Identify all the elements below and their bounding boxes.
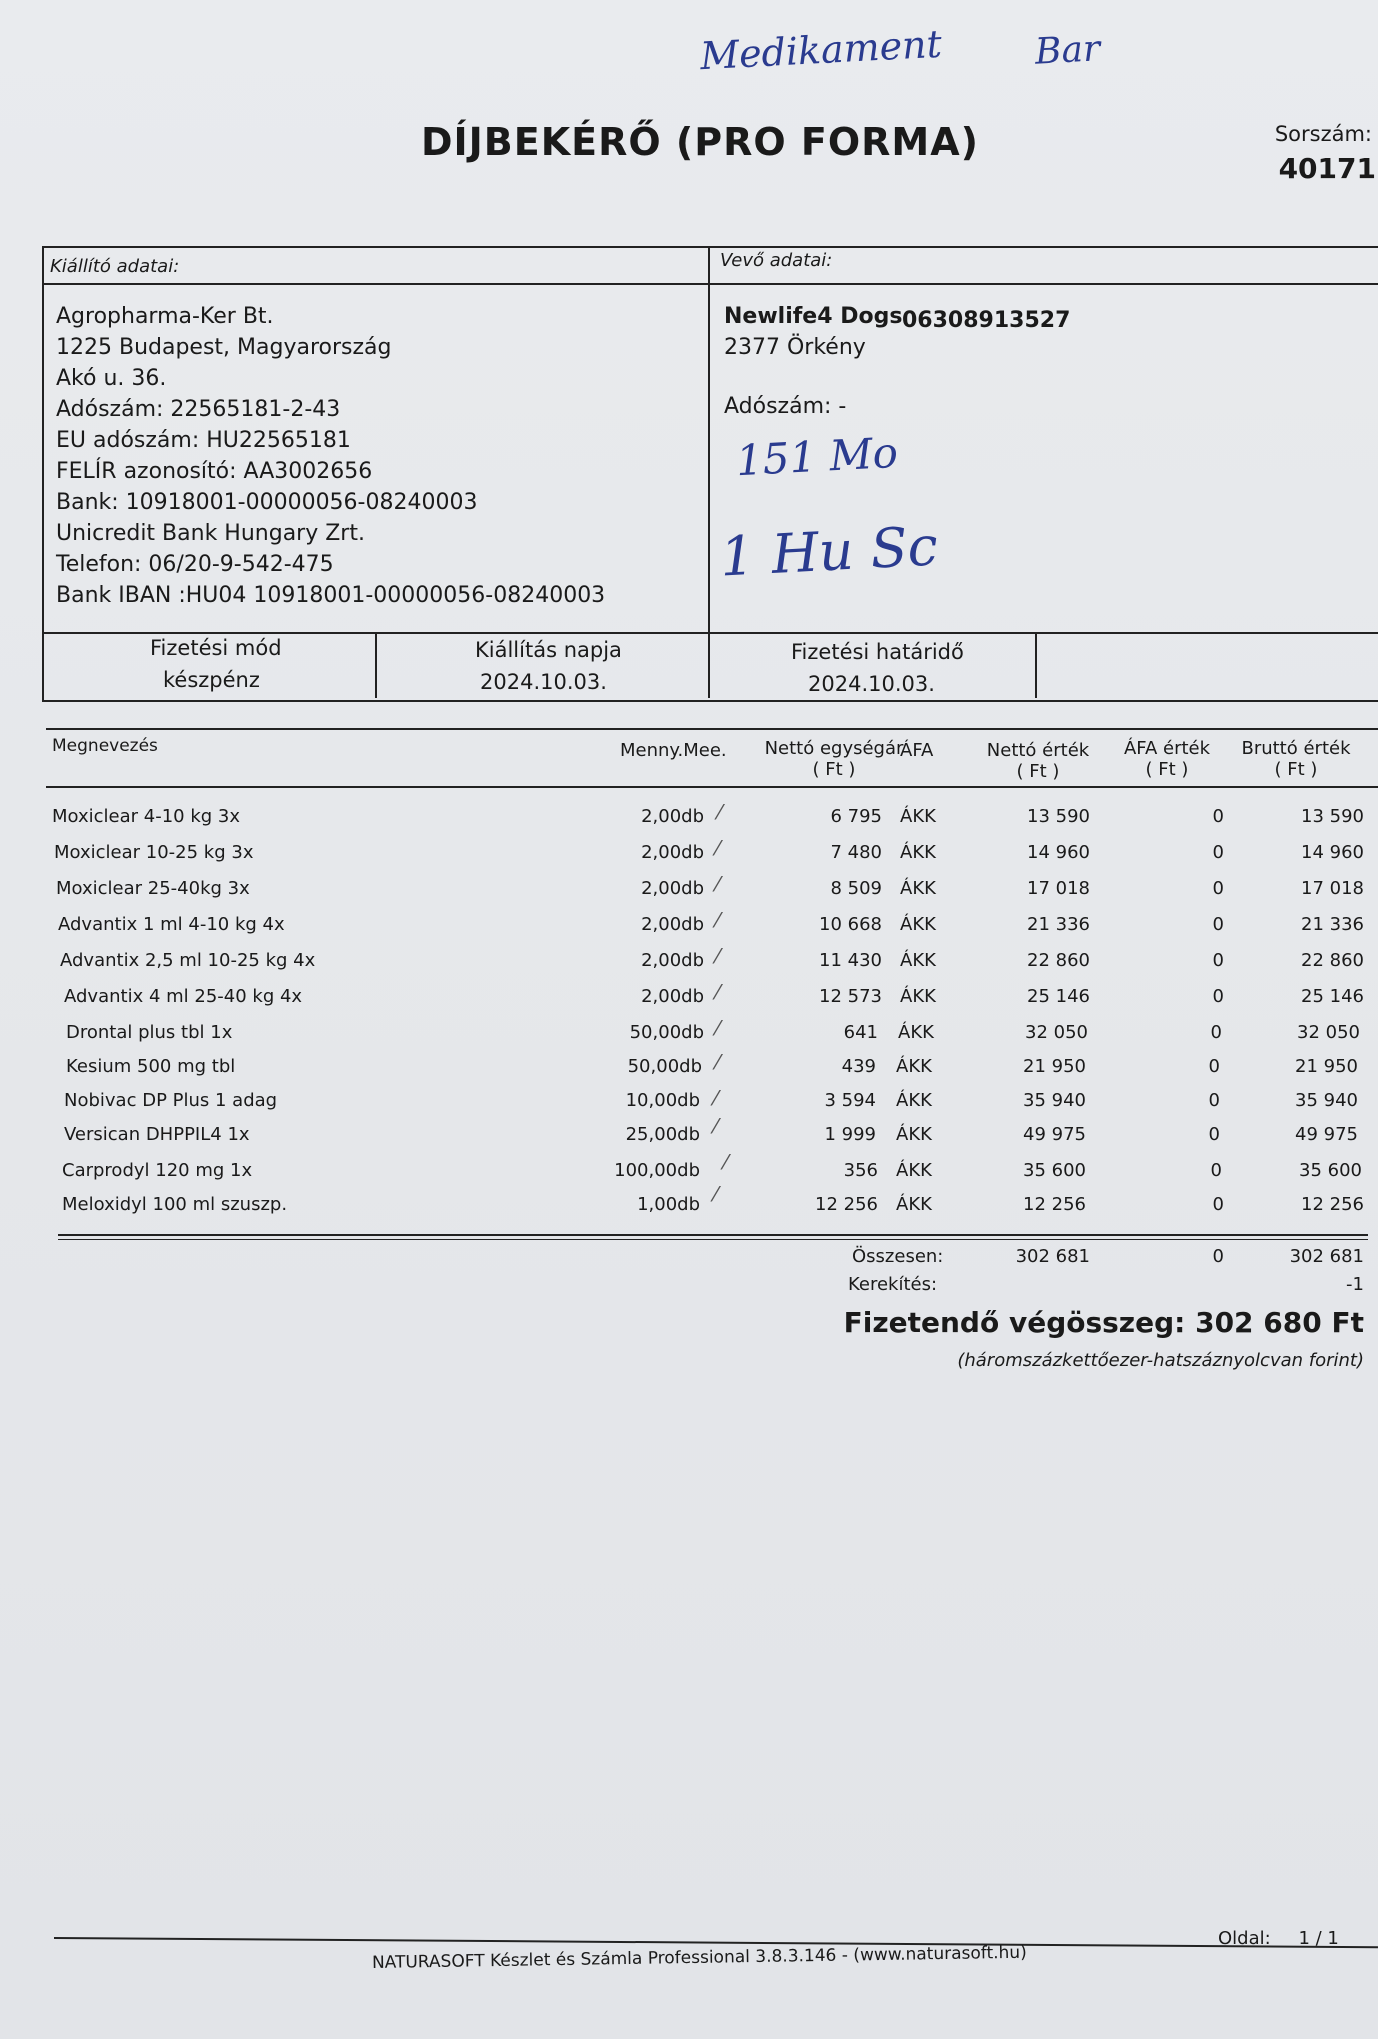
table-row (0, 1050, 1378, 1086)
item-name: Moxiclear 4-10 kg 3x (52, 806, 241, 827)
check-mark-icon: ⁄ (714, 1086, 718, 1110)
col-header-name: Megnevezés (52, 736, 158, 756)
item-name: Advantix 1 ml 4-10 kg 4x (58, 914, 285, 935)
table-row (0, 800, 1378, 836)
issue-date-label: Kiállítás napja (475, 638, 622, 662)
item-qty: 1,00db (637, 1194, 700, 1215)
item-vat: ÁKK (896, 1056, 932, 1077)
document-title: DÍJBEKÉRŐ (PRO FORMA) (420, 120, 980, 164)
table-row (0, 944, 1378, 980)
total-net: 302 681 (1015, 1246, 1090, 1267)
item-vat-value: 0 (1208, 1124, 1220, 1145)
serial-number: 40171 (1278, 152, 1376, 185)
item-net: 14 960 (1027, 842, 1090, 863)
item-net: 17 018 (1027, 878, 1090, 899)
item-gross: 22 860 (1301, 950, 1364, 971)
footer-rule (54, 1937, 1378, 1948)
check-mark-icon: ⁄ (716, 1016, 720, 1040)
check-mark-icon: ⁄ (716, 872, 720, 896)
item-unit-price: 11 430 (819, 950, 882, 971)
total-vat: 0 (1212, 1246, 1224, 1267)
issuer-street: Akó u. 36. (56, 366, 167, 391)
col-header-net (968, 740, 1108, 782)
item-qty: 100,00db (614, 1160, 700, 1181)
item-qty: 50,00db (627, 1056, 702, 1077)
item-vat-value: 0 (1212, 878, 1224, 899)
table-row (0, 1150, 1378, 1190)
buyer-tax-id: Adószám: - (724, 394, 847, 419)
buyer-handwritten-1: 151 Mo (734, 427, 899, 486)
issuer-name: Agropharma-Ker Bt. (56, 304, 274, 329)
item-vat-value: 0 (1210, 1022, 1222, 1043)
item-name: Carprodyl 120 mg 1x (62, 1160, 253, 1181)
item-name: Drontal plus tbl 1x (66, 1022, 233, 1043)
item-vat-value: 0 (1212, 986, 1224, 1007)
table-row (0, 1182, 1378, 1224)
item-vat: ÁKK (900, 842, 936, 863)
due-date-label: Fizetési határidő (791, 640, 964, 664)
item-vat-value: 0 (1212, 914, 1224, 935)
item-gross: 35 600 (1299, 1160, 1362, 1181)
item-unit-price: 8 509 (830, 878, 882, 899)
check-mark-icon: ⁄ (724, 1150, 728, 1174)
check-mark-icon: ⁄ (716, 944, 720, 968)
table-row (0, 836, 1378, 872)
item-net: 35 940 (1023, 1090, 1086, 1111)
item-name: Kesium 500 mg tbl (66, 1056, 236, 1077)
issuer-felir-id: FELÍR azonosító: AA3002656 (56, 459, 373, 484)
item-gross: 14 960 (1301, 842, 1364, 863)
item-unit-price: 10 668 (819, 914, 882, 935)
item-vat-value: 0 (1208, 1090, 1220, 1111)
item-name: Versican DHPPIL4 1x (64, 1124, 250, 1145)
item-vat-value: 0 (1208, 1056, 1220, 1077)
payment-method-value: készpénz (163, 668, 260, 692)
item-net: 35 600 (1023, 1160, 1086, 1181)
item-unit-price: 12 573 (819, 986, 882, 1007)
item-vat: ÁKK (900, 806, 936, 827)
item-qty: 2,00db (641, 842, 704, 863)
total-label: Összesen: (852, 1246, 944, 1267)
item-gross: 21 336 (1301, 914, 1364, 935)
item-unit-price: 1 999 (824, 1124, 876, 1145)
issuer-address: 1225 Budapest, Magyarország (56, 335, 392, 360)
item-name: Meloxidyl 100 ml szuszp. (62, 1194, 288, 1215)
item-vat: ÁKK (896, 1194, 932, 1215)
item-vat: ÁKK (900, 986, 936, 1007)
item-name: Moxiclear 10-25 kg 3x (54, 842, 254, 863)
item-name: Advantix 4 ml 25-40 kg 4x (64, 986, 303, 1007)
item-unit-price: 7 480 (830, 842, 882, 863)
buyer-name: Newlife4 Dogs (724, 304, 903, 329)
col-header-net-label: Nettó érték (986, 740, 1090, 761)
item-net: 49 975 (1023, 1124, 1086, 1145)
item-vat-value: 0 (1212, 842, 1224, 863)
col-header-vat-value-unit: ( Ft ) (1145, 759, 1189, 780)
item-vat: ÁKK (896, 1090, 932, 1111)
amount-in-words: (háromszázkettőezer-hatszáznyolcvan forint) (957, 1350, 1364, 1371)
divider (708, 246, 710, 698)
item-vat: ÁKK (896, 1124, 932, 1145)
buyer-handwritten-2: 1 Hu Sc (718, 514, 940, 589)
rounding-row (0, 1274, 1378, 1304)
col-header-gross-unit: ( Ft ) (1274, 759, 1318, 780)
handwritten-note-2: Bar (1033, 28, 1102, 73)
item-vat: ÁKK (896, 1160, 932, 1181)
item-name: Moxiclear 25-40kg 3x (56, 878, 250, 899)
item-vat-value: 0 (1210, 1160, 1222, 1181)
totals-rule-2 (58, 1239, 1368, 1240)
table-row (0, 1114, 1378, 1154)
item-gross: 21 950 (1295, 1056, 1358, 1077)
col-header-gross (1234, 738, 1358, 780)
item-unit-price: 3 594 (824, 1090, 876, 1111)
divider (1035, 632, 1037, 698)
item-net: 13 590 (1027, 806, 1090, 827)
check-mark-icon: ⁄ (716, 908, 720, 932)
item-unit-price: 12 256 (815, 1194, 878, 1215)
table-row (0, 872, 1378, 908)
item-qty: 50,00db (629, 1022, 704, 1043)
item-qty: 2,00db (641, 878, 704, 899)
check-mark-icon: ⁄ (718, 800, 722, 824)
buyer-address: 2377 Örkény (724, 335, 866, 360)
item-name: Nobivac DP Plus 1 adag (64, 1090, 278, 1111)
item-net: 22 860 (1027, 950, 1090, 971)
rounding-label: Kerekítés: (848, 1274, 938, 1295)
final-total (844, 1306, 1364, 1339)
item-vat: ÁKK (898, 1022, 934, 1043)
col-header-unit-price (744, 738, 924, 780)
final-total-label: Fizetendő végösszeg: (843, 1306, 1186, 1339)
handwritten-note-1: Medikament (699, 21, 943, 79)
item-vat: ÁKK (900, 878, 936, 899)
col-header-unit-price-unit: ( Ft ) (812, 759, 856, 780)
check-mark-icon: ⁄ (714, 1114, 718, 1138)
col-header-net-unit: ( Ft ) (1016, 761, 1060, 782)
item-gross: 32 050 (1297, 1022, 1360, 1043)
item-gross: 35 940 (1295, 1090, 1358, 1111)
item-gross: 13 590 (1301, 806, 1364, 827)
item-qty: 2,00db (641, 806, 704, 827)
col-header-unit-price-label: Nettó egységár (764, 738, 904, 759)
rounding-value: -1 (1346, 1274, 1364, 1295)
totals-row (0, 1246, 1378, 1276)
software-footer: NATURASOFT Készlet és Számla Professional 3.8.3.146 - (www.naturasoft.hu) (371, 1942, 1027, 1973)
item-qty: 2,00db (641, 914, 704, 935)
table-header-rule (46, 786, 1378, 788)
table-row (0, 1016, 1378, 1052)
col-header-gross-label: Bruttó érték (1241, 738, 1351, 759)
table-row (0, 908, 1378, 944)
item-unit-price: 356 (843, 1160, 878, 1181)
table-top-rule (46, 728, 1378, 730)
check-mark-icon: ⁄ (716, 980, 720, 1004)
page-label: Oldal: (1218, 1928, 1271, 1949)
issuer-phone: Telefon: 06/20-9-542-475 (56, 552, 334, 577)
issuer-tax-id: Adószám: 22565181-2-43 (56, 397, 341, 422)
issuer-iban: Bank IBAN :HU04 10918001-00000056-08240003 (56, 583, 606, 608)
issuer-eu-tax-id: EU adószám: HU22565181 (56, 428, 351, 453)
item-net: 25 146 (1027, 986, 1090, 1007)
item-gross: 49 975 (1295, 1124, 1358, 1145)
table-row (0, 1086, 1378, 1120)
item-unit-price: 439 (841, 1056, 876, 1077)
item-vat-value: 0 (1212, 1194, 1224, 1215)
table-row (0, 980, 1378, 1016)
item-gross: 17 018 (1301, 878, 1364, 899)
divider (42, 632, 1378, 634)
buyer-phone: 06308913527 (902, 308, 1071, 333)
item-vat: ÁKK (900, 914, 936, 935)
issuer-caption: Kiállító adatai: (50, 256, 180, 277)
serial-label: Sorszám: (1274, 122, 1372, 146)
totals-rule (58, 1234, 1368, 1236)
item-vat-value: 0 (1212, 950, 1224, 971)
payment-method-label: Fizetési mód (150, 636, 282, 660)
item-gross: 25 146 (1301, 986, 1364, 1007)
final-total-value: 302 680 Ft (1195, 1306, 1364, 1339)
total-gross: 302 681 (1289, 1246, 1364, 1267)
page-value: 1 / 1 (1298, 1928, 1339, 1949)
item-vat-value: 0 (1212, 806, 1224, 827)
check-mark-icon: ⁄ (714, 1182, 718, 1206)
item-qty: 2,00db (641, 986, 704, 1007)
item-vat: ÁKK (900, 950, 936, 971)
item-gross: 12 256 (1301, 1194, 1364, 1215)
item-name: Advantix 2,5 ml 10-25 kg 4x (60, 950, 316, 971)
due-date-value: 2024.10.03. (808, 672, 935, 696)
col-header-vat-value-label: ÁFA érték (1123, 738, 1211, 759)
col-header-qty: Menny.Mee. (620, 740, 727, 761)
check-mark-icon: ⁄ (716, 1050, 720, 1074)
col-header-vat-value (1112, 738, 1222, 780)
check-mark-icon: ⁄ (716, 836, 720, 860)
issuer-bank-name: Unicredit Bank Hungary Zrt. (56, 521, 365, 546)
item-unit-price: 641 (843, 1022, 878, 1043)
divider (42, 283, 1378, 285)
item-qty: 2,00db (641, 950, 704, 971)
item-net: 21 950 (1023, 1056, 1086, 1077)
item-net: 21 336 (1027, 914, 1090, 935)
item-unit-price: 6 795 (830, 806, 882, 827)
divider (375, 632, 377, 698)
item-net: 32 050 (1025, 1022, 1088, 1043)
issuer-bank: Bank: 10918001-00000056-08240003 (56, 490, 478, 515)
issue-date-value: 2024.10.03. (480, 670, 607, 694)
buyer-caption: Vevő adatai: (720, 250, 833, 271)
item-qty: 10,00db (625, 1090, 700, 1111)
item-net: 12 256 (1023, 1194, 1086, 1215)
col-header-vat: ÁFA (900, 740, 934, 761)
item-qty: 25,00db (625, 1124, 700, 1145)
